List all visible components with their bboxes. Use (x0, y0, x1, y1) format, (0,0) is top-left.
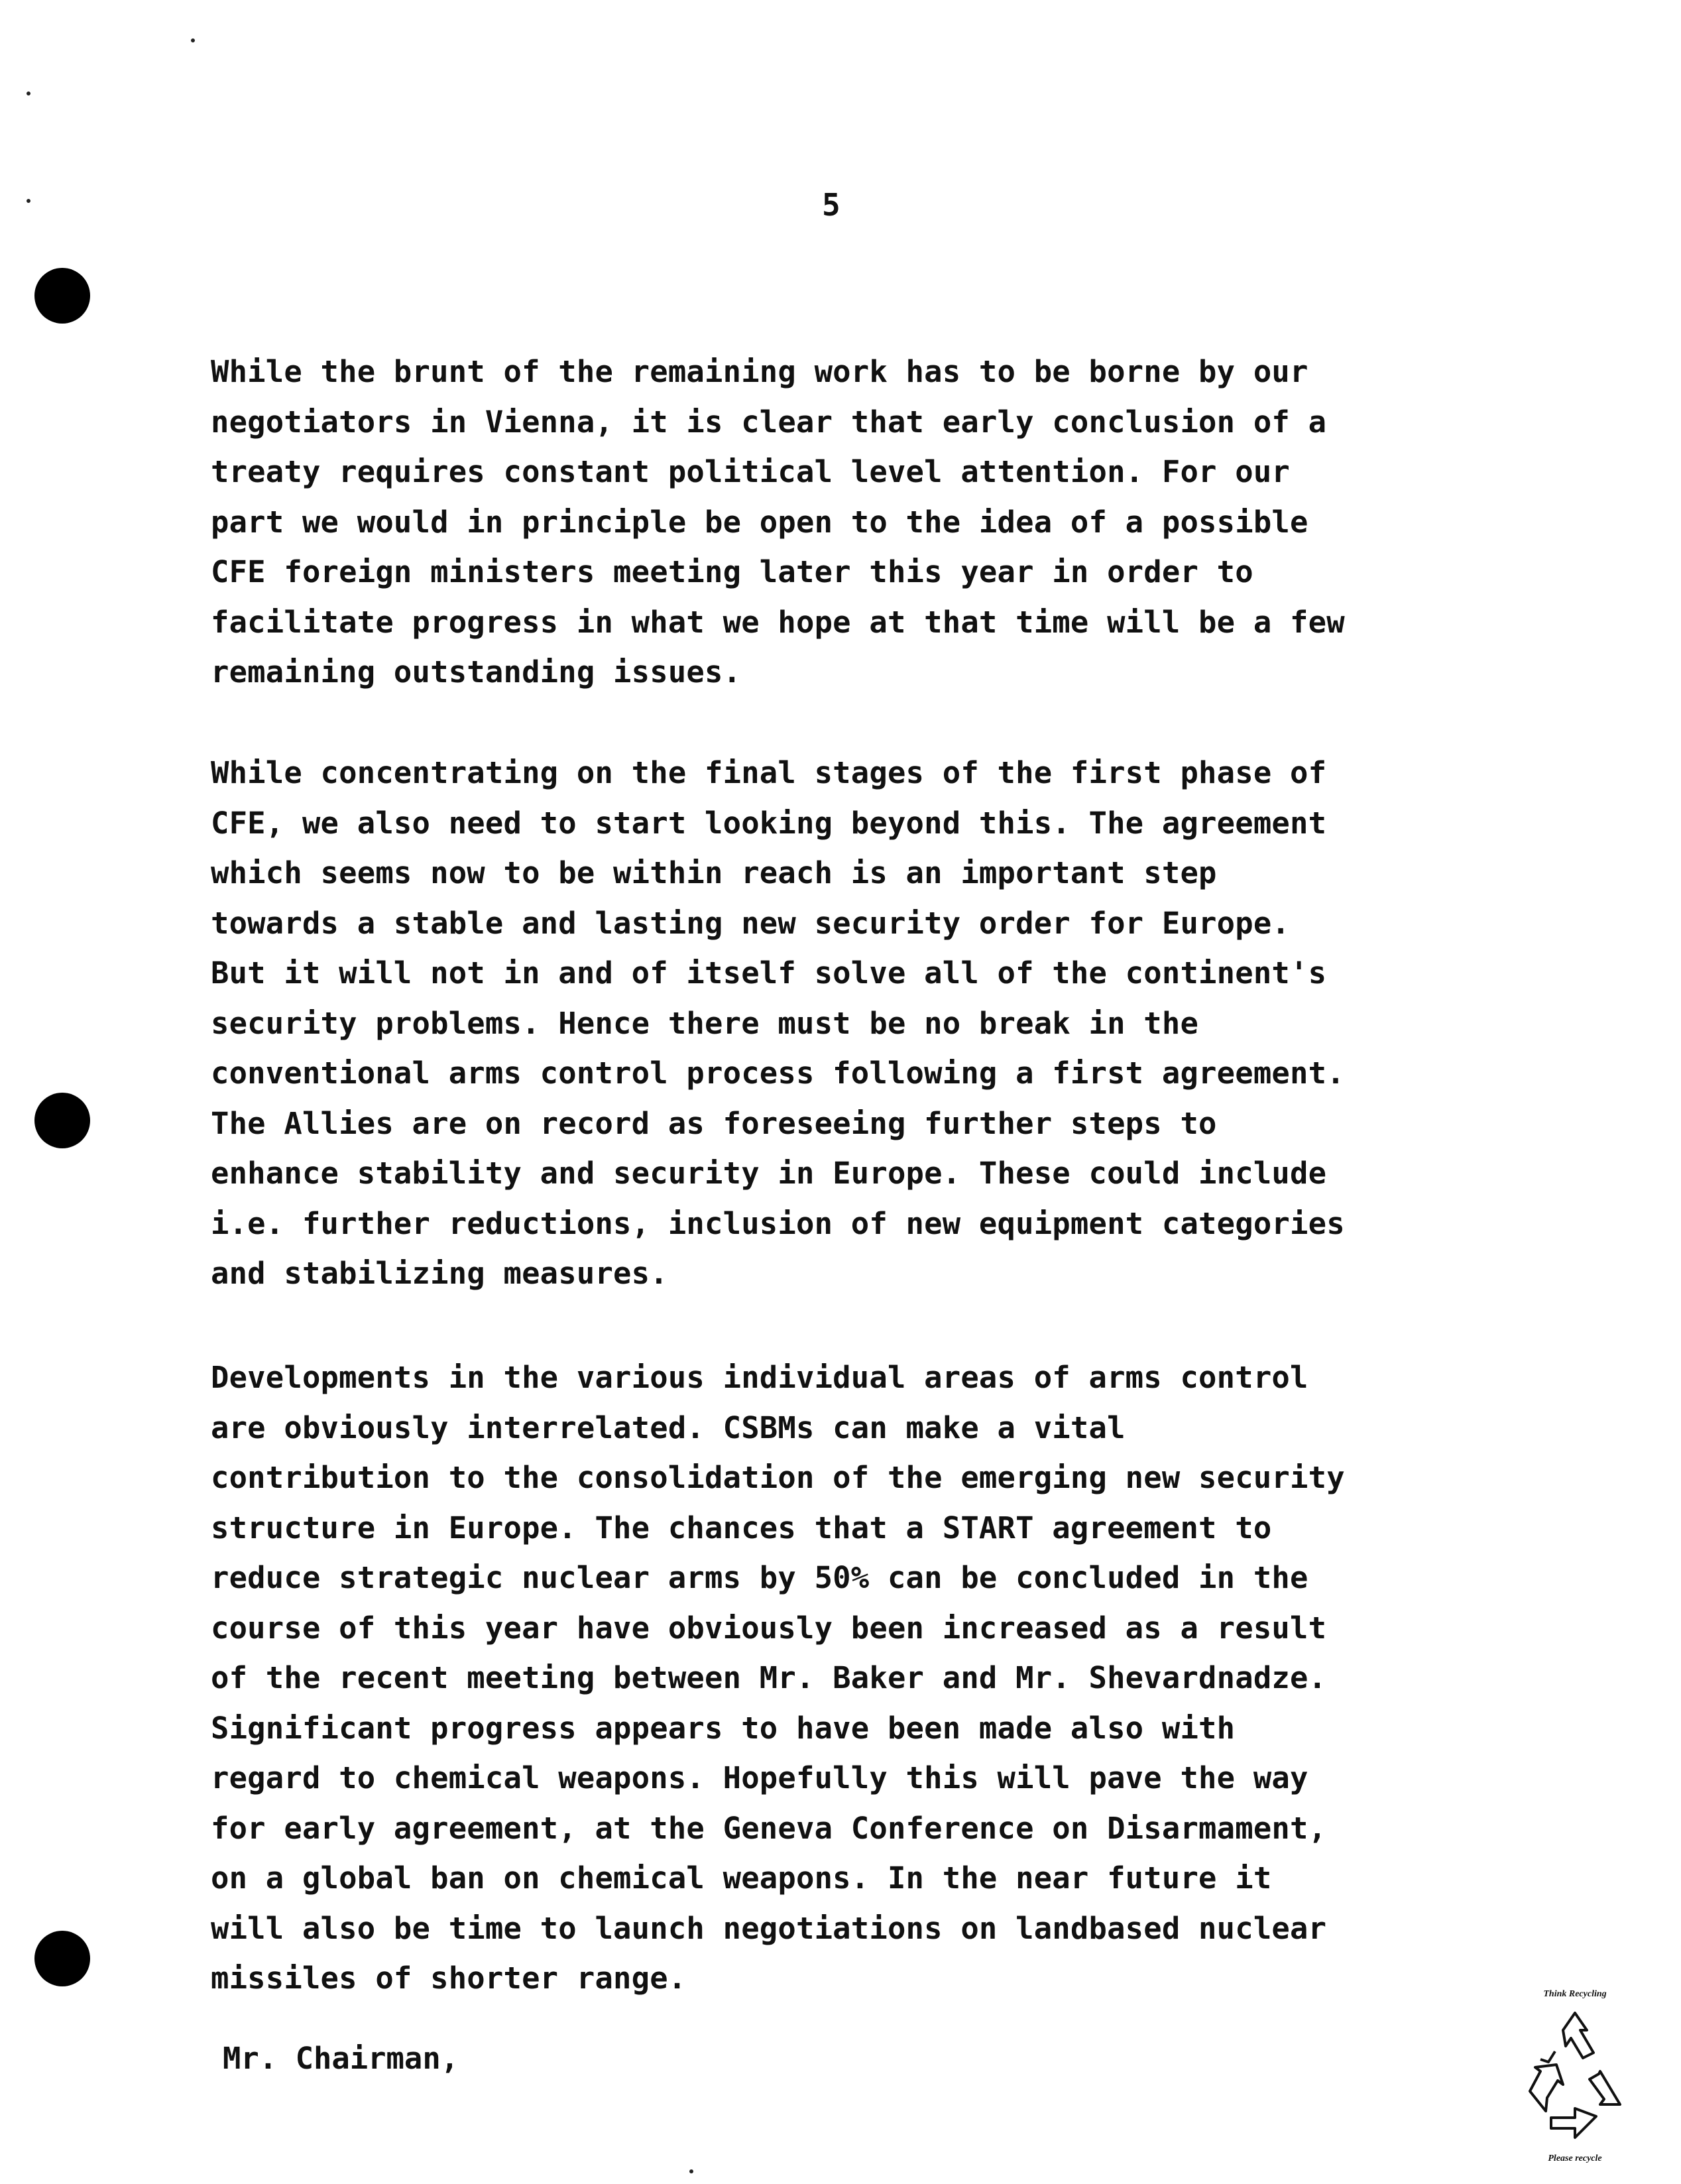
punch-hole-top (34, 268, 90, 324)
page-number: 5 (822, 187, 840, 223)
recycle-icon (1522, 2005, 1628, 2151)
scan-speck (27, 91, 30, 95)
punch-hole-bottom (34, 1931, 90, 1986)
body-paragraph-3: Developments in the various individual areas of arms control are obviously interrelated. CSBMs can make a vital contribution to the consolidation of the emerging new security structure in Europe. The chances that a START agreement to reduce strategic nuclear arms by 50% can be concluded in the course of this year have obviously been increased as a result of the recent meeting between Mr. Baker and Mr. Shevardnadze. Significant progress appears to have been made also with regard to chemical weapons. Hopefully this will pave the way for early agreement, at the Geneva Conference on Disarmament, on a global ban on chemical weapons. In the near future it will also be time to launch negotiations on landbased nuclear missiles of shorter range. (211, 1360, 1345, 1996)
body-paragraph-2: While concentrating on the final stages of the first phase of CFE, we also need to start looking beyond this. The agreement which seems now to be within reach is an important step towards a stable and lasting new security order for Europe. But it will not in and of itself solve all of the continent's security problems. Hence there must be no break in the conventional arms control process following a first agreement. The Allies are on record as foreseeing further steps to enhance stability and security in Europe. These could include i.e. further reductions, inclusion of new equipment categories and stabilizing measures. (211, 755, 1345, 1291)
recycle-logo-top-text: Think Recycling (1543, 1989, 1607, 1999)
scan-speck (27, 199, 30, 203)
recycle-logo (1522, 1989, 1628, 2171)
salutation: Mr. Chairman, (223, 2041, 459, 2076)
scan-speck (689, 2169, 693, 2173)
punch-hole-middle (34, 1093, 90, 1148)
scan-speck (191, 38, 195, 42)
recycle-logo-bottom-text: Please recycle (1548, 2154, 1602, 2163)
body-paragraph-1: While the brunt of the remaining work has to be borne by our negotiators in Vienna, it is clear that early conclusion of a treaty requires constant political level attention. For our part we would in principle be open to the idea of a possible CFE foreign ministers meeting later this year in order to facilitate progress in what we hope at that time will be a few remaining outstanding issues. (211, 354, 1345, 690)
